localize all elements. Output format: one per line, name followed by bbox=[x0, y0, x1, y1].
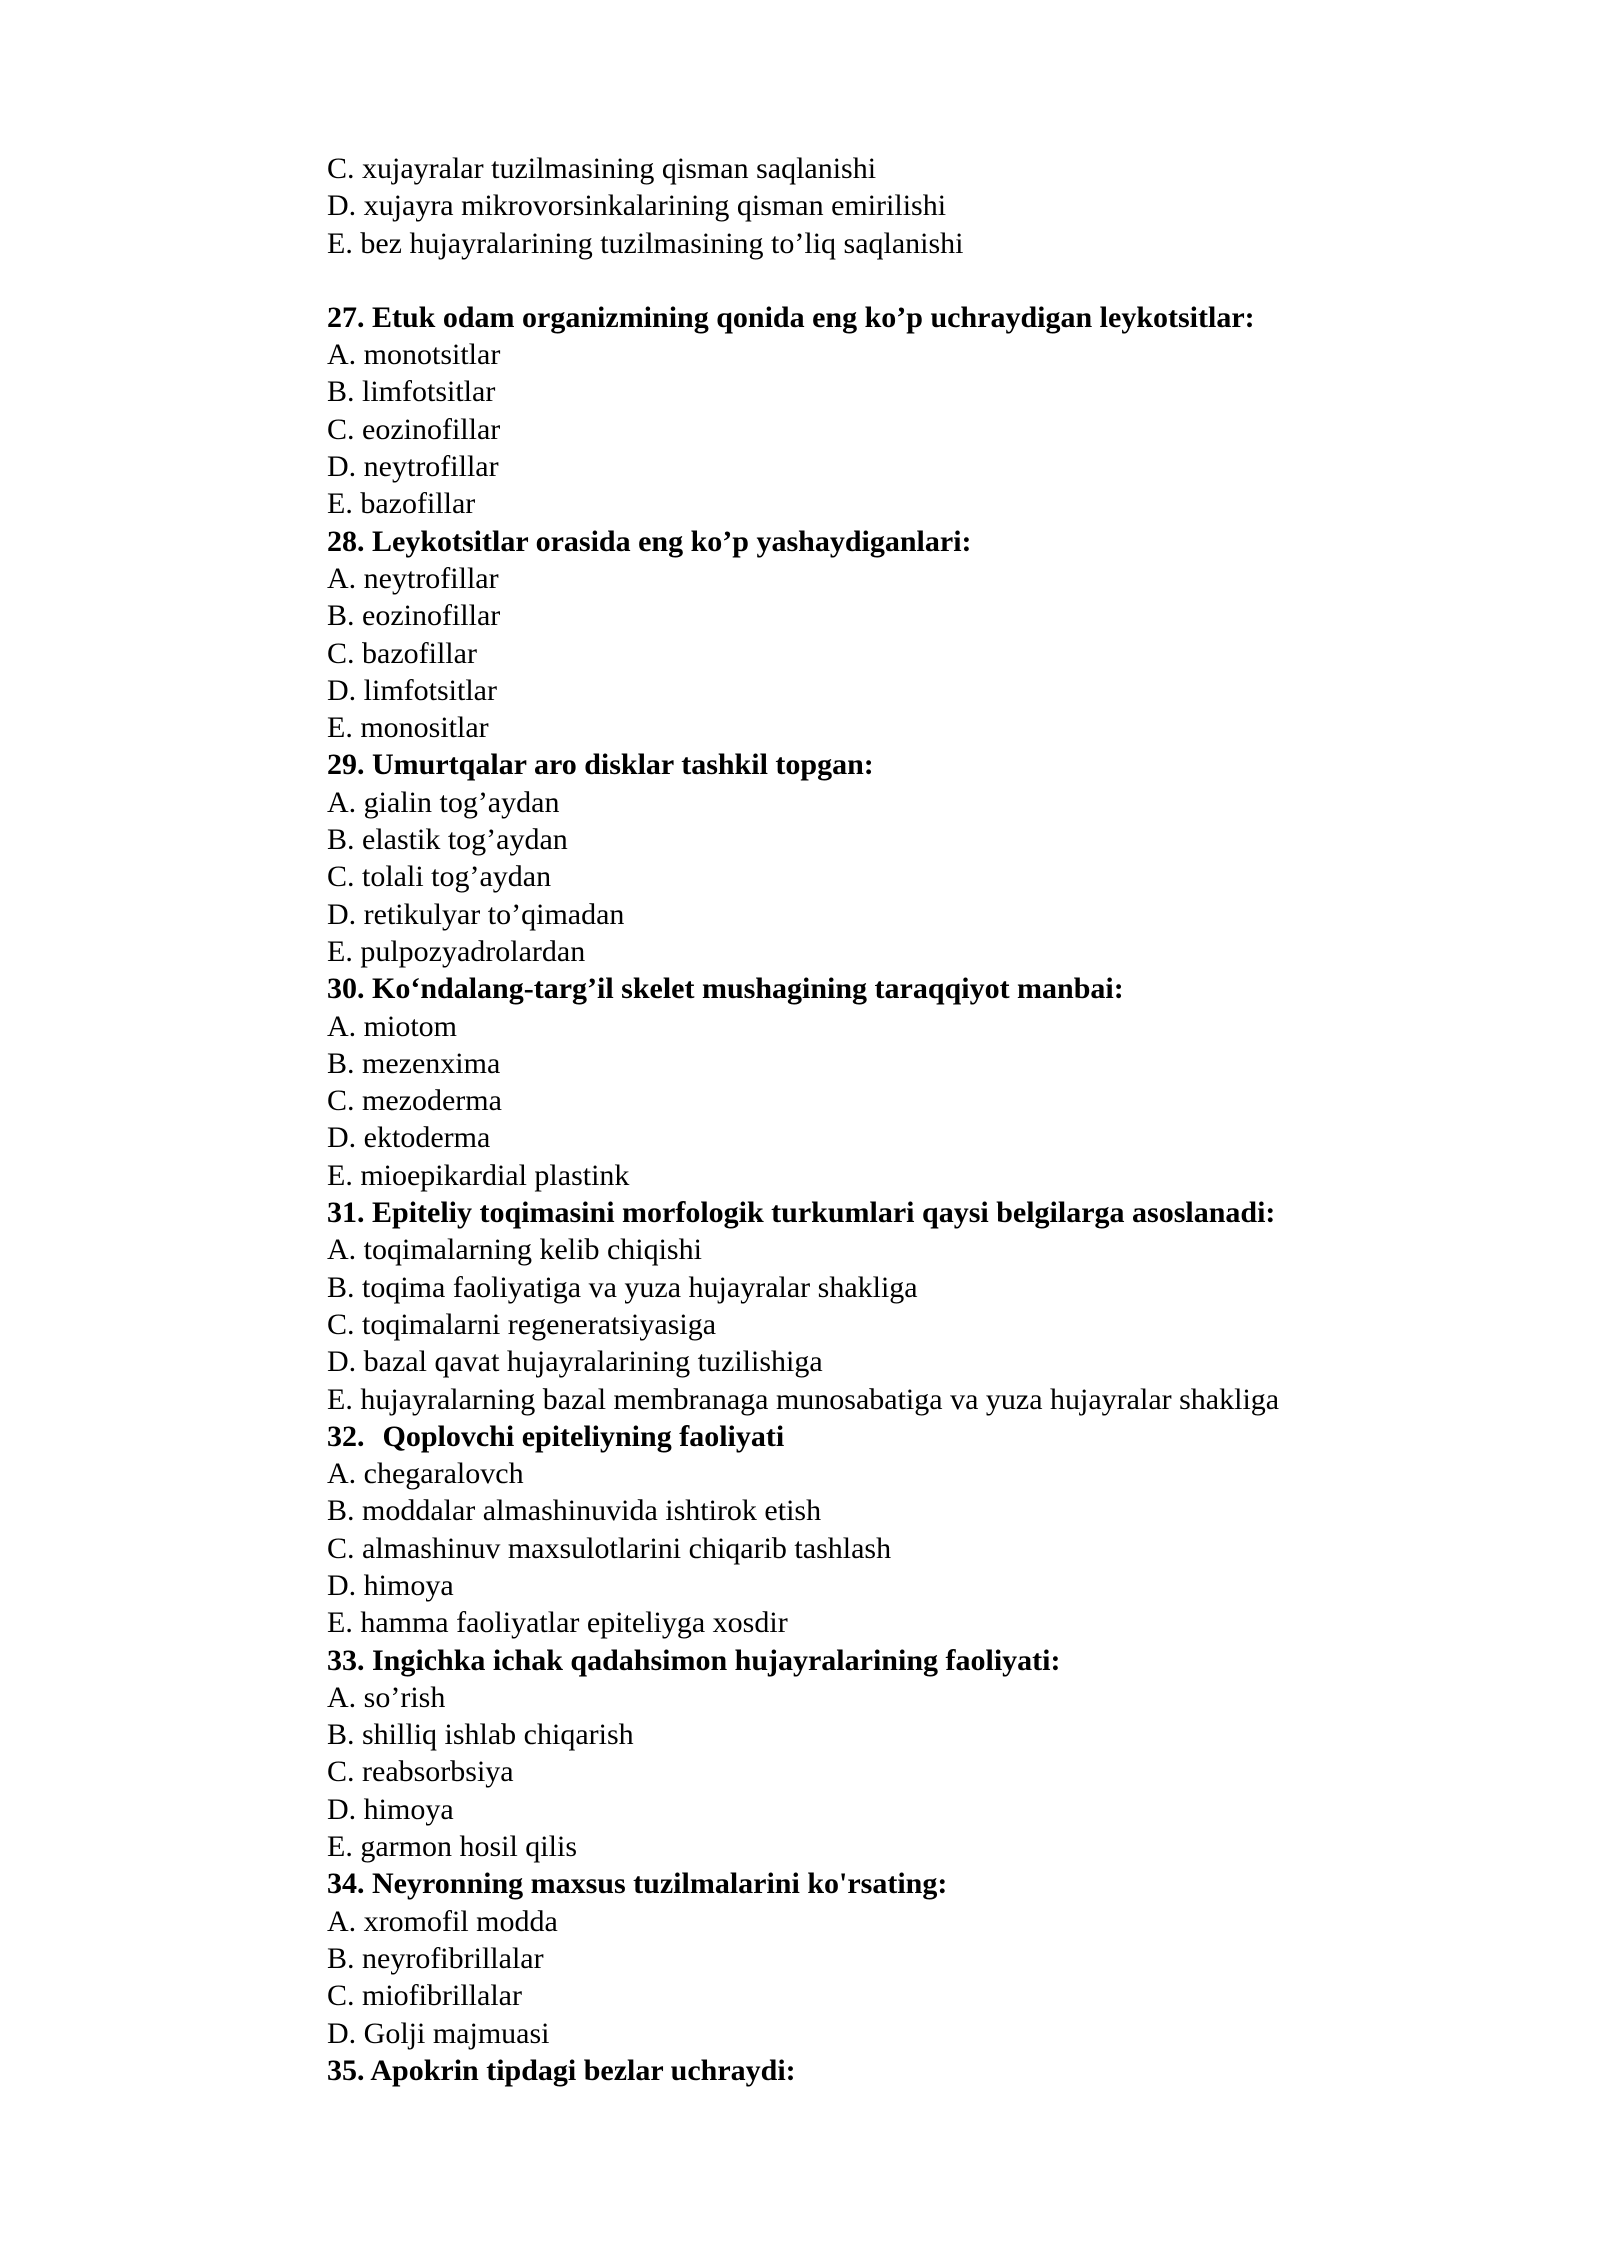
document-page bbox=[327, 150, 1527, 2089]
answer-option: A. so’rish bbox=[327, 1680, 446, 1714]
answer-option: A. toqimalarning kelib chiqishi bbox=[327, 1233, 702, 1267]
answer-option: B. eozinofillar bbox=[327, 599, 501, 633]
question-title: 29. Umurtqalar aro disklar tashkil topgan: bbox=[327, 748, 874, 782]
question-title bbox=[327, 1418, 1527, 1455]
carryover-option: C. xujayralar tuzilmasining qisman saqlanishi bbox=[327, 152, 877, 185]
answer-option: D. himoya bbox=[327, 1792, 454, 1826]
question-title: 33. Ingichka ichak qadahsimon hujayralarining faoliyati: bbox=[327, 1643, 1061, 1677]
answer-option: B. shilliq ishlab chiqarish bbox=[327, 1718, 634, 1752]
answer-option: B. limfotsitlar bbox=[327, 375, 496, 409]
answer-option: E. garmon hosil qilis bbox=[327, 1830, 577, 1864]
answer-option: E. hujayralarning bazal membranaga munosabatiga va yuza hujayralar shakliga bbox=[327, 1382, 1280, 1416]
answer-option: B. toqima faoliyatiga va yuza hujayralar shakliga bbox=[327, 1270, 918, 1304]
answer-option: C. tolali tog’aydan bbox=[327, 860, 552, 894]
answer-option: A. chegaralovch bbox=[327, 1457, 524, 1491]
answer-option: C. almashinuv maxsulotlarini chiqarib tashlash bbox=[327, 1531, 892, 1565]
question-title: 27. Etuk odam organizmining qonida eng ko’p uchraydigan leykotsitlar: bbox=[327, 300, 1255, 334]
answer-option: B. neyrofibrillalar bbox=[327, 1941, 544, 1975]
answer-option: E. hamma faoliyatlar epiteliyga xosdir bbox=[327, 1606, 788, 1640]
answer-option: D. ektoderma bbox=[327, 1121, 491, 1155]
answer-option: D. bazal qavat hujayralarining tuzilishiga bbox=[327, 1345, 823, 1379]
answer-option: A. miotom bbox=[327, 1009, 458, 1043]
answer-option: C. miofibrillalar bbox=[327, 1979, 522, 2013]
answer-option: A. neytrofillar bbox=[327, 561, 499, 595]
question-text: Qoplovchi epiteliyning faoliyati bbox=[382, 1419, 785, 1453]
answer-option: B. moddalar almashinuvida ishtirok etish bbox=[327, 1494, 822, 1528]
answer-option: D. Golji majmuasi bbox=[327, 2016, 550, 2050]
answer-option: E. bazofillar bbox=[327, 487, 476, 521]
question-title: 31. Epiteliy toqimasini morfologik turkumlari qaysi belgilarga asoslanadi: bbox=[327, 1196, 1276, 1230]
spacer bbox=[327, 262, 1527, 299]
question-title: 35. Apokrin tipdagi bezlar uchraydi: bbox=[327, 2053, 796, 2087]
answer-option: D. retikulyar to’qimadan bbox=[327, 897, 625, 931]
answer-option: C. mezoderma bbox=[327, 1084, 502, 1118]
answer-option: E. monositlar bbox=[327, 711, 489, 745]
answer-option: D. himoya bbox=[327, 1568, 454, 1602]
answer-option: B. mezenxima bbox=[327, 1046, 501, 1080]
answer-option: A. gialin tog’aydan bbox=[327, 785, 560, 819]
answer-option: C. eozinofillar bbox=[327, 412, 501, 446]
question-title: 30. Ko‘ndalang-targ’il skelet mushagining taraqqiyot manbai: bbox=[327, 972, 1124, 1006]
answer-option: A. xromofil modda bbox=[327, 1904, 558, 1938]
carryover-option: E. bez hujayralarining tuzilmasining to’liq saqlanishi bbox=[327, 226, 964, 260]
question-title: 34. Neyronning maxsus tuzilmalarini ko'rsating: bbox=[327, 1867, 948, 1901]
answer-option: C. bazofillar bbox=[327, 636, 477, 670]
carryover-option: D. xujayra mikrovorsinkalarining qisman emirilishi bbox=[327, 189, 947, 223]
answer-option: E. pulpozyadrolardan bbox=[327, 934, 586, 968]
answer-option: D. neytrofillar bbox=[327, 450, 499, 484]
question-title: 28. Leykotsitlar orasida eng ko’p yashaydiganlari: bbox=[327, 524, 972, 558]
question-number: 32. bbox=[327, 1419, 365, 1453]
answer-option: D. limfotsitlar bbox=[327, 673, 497, 707]
answer-option: E. mioepikardial plastink bbox=[327, 1158, 630, 1192]
answer-option: B. elastik tog’aydan bbox=[327, 823, 568, 857]
answer-option: A. monotsitlar bbox=[327, 338, 501, 372]
answer-option: C. reabsorbsiya bbox=[327, 1755, 514, 1789]
answer-option: C. toqimalarni regeneratsiyasiga bbox=[327, 1307, 717, 1341]
